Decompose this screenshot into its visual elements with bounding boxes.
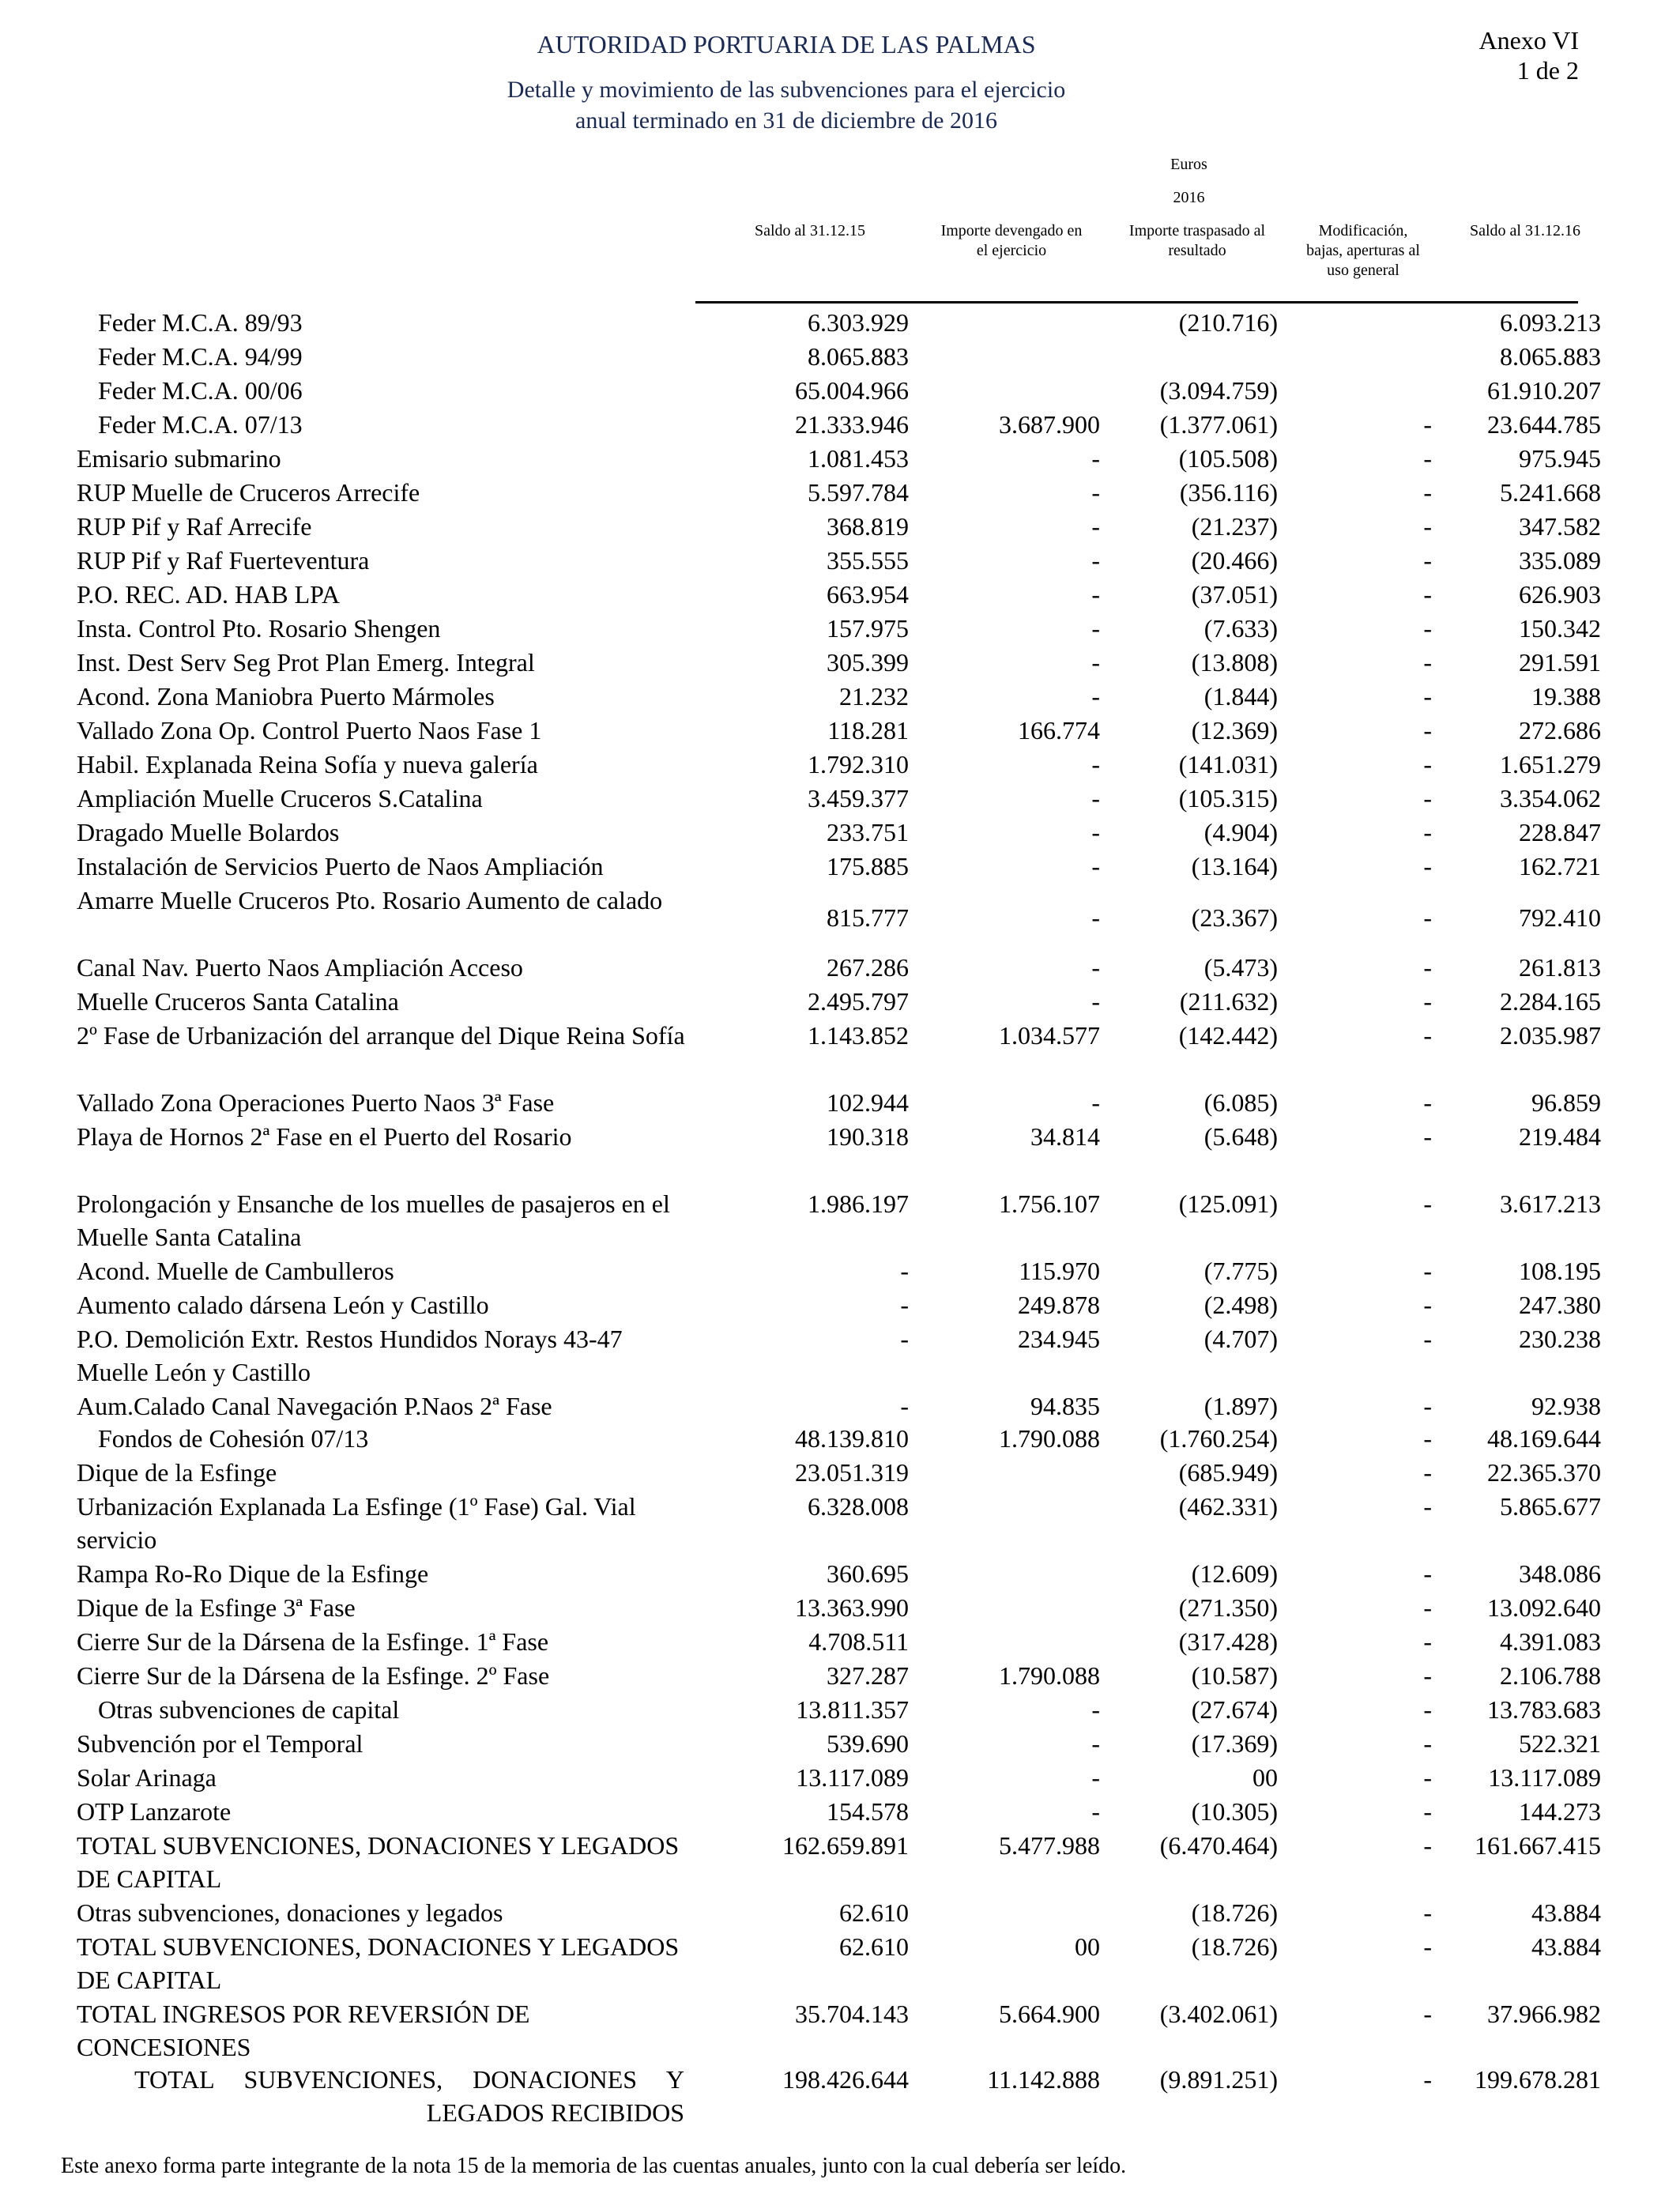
row-value: (142.442) <box>1178 1021 1278 1050</box>
row-value: 65.004.966 <box>795 376 909 405</box>
row-label: TOTAL SUBVENCIONES, DONACIONES Y LEGADOS DE CAPITAL <box>77 1932 680 1994</box>
row-value: 23.644.785 <box>1487 410 1601 439</box>
row-value: 249.878 <box>1018 1291 1100 1319</box>
row-label: Feder M.C.A. 00/06 <box>98 376 303 405</box>
row-value: - <box>1423 1392 1432 1420</box>
row-value: (3.094.759) <box>1159 376 1278 405</box>
row-value: 663.954 <box>827 580 909 609</box>
row-value: 228.847 <box>1519 818 1601 846</box>
row-value: 175.885 <box>827 852 909 880</box>
row-value: 61.910.207 <box>1487 376 1601 405</box>
row-value: 118.281 <box>827 716 909 745</box>
row-label: 2º Fase de Urbanización del arranque del Dique Reina Sofía <box>77 1021 685 1050</box>
row-value: - <box>1423 784 1432 812</box>
row-value: 13.117.089 <box>796 1763 909 1792</box>
row-label: TOTAL INGRESOS POR REVERSIÓN DE CONCESIONES <box>77 2000 530 2061</box>
row-label: Instalación de Servicios Puerto de Naos Ampliación <box>77 852 604 880</box>
row-label: Feder M.C.A. 89/93 <box>98 308 303 337</box>
row-value: (12.609) <box>1191 1559 1278 1588</box>
row-value: - <box>1423 1424 1432 1453</box>
row-value: - <box>1423 1122 1432 1151</box>
row-value: - <box>1091 1729 1100 1758</box>
row-value: - <box>1423 1729 1432 1758</box>
row-label: Solar Arinaga <box>77 1763 217 1792</box>
row-value: 348.086 <box>1519 1559 1601 1588</box>
row-value: (5.648) <box>1203 1122 1278 1151</box>
row-value: - <box>1091 444 1100 473</box>
row-value: 3.354.062 <box>1500 784 1601 812</box>
row-label: OTP Lanzarote <box>77 1797 232 1826</box>
row-value: 5.664.900 <box>999 2000 1100 2028</box>
row-label: Urbanización Explanada La Esfinge (1º Fase) Gal. Vial servicio <box>77 1492 636 1554</box>
page-number: 1 de 2 <box>1516 56 1579 85</box>
row-value: (27.674) <box>1191 1695 1278 1724</box>
row-value: - <box>1423 1559 1432 1588</box>
row-value: 6.303.929 <box>808 308 909 337</box>
row-value: - <box>1423 444 1432 473</box>
row-value: 347.582 <box>1519 512 1601 541</box>
row-value: - <box>1423 1458 1432 1487</box>
row-value: 272.686 <box>1519 716 1601 745</box>
row-value: - <box>1091 580 1100 609</box>
row-value: - <box>1423 818 1432 846</box>
row-value: 267.286 <box>827 953 909 982</box>
row-value: (12.369) <box>1191 716 1278 745</box>
row-value: 1.790.088 <box>999 1424 1100 1453</box>
row-value: (20.466) <box>1191 546 1278 575</box>
row-value: 108.195 <box>1519 1257 1601 1285</box>
document-title: AUTORIDAD PORTUARIA DE LAS PALMAS <box>537 30 1036 58</box>
row-value: - <box>1423 1831 1432 1860</box>
row-value: 1.986.197 <box>808 1189 909 1218</box>
row-value: - <box>1423 478 1432 507</box>
row-value: 2.035.987 <box>1500 1021 1601 1050</box>
row-value: (37.051) <box>1191 580 1278 609</box>
row-value: - <box>1423 1021 1432 1050</box>
row-label: TOTAL SUBVENCIONES, DONACIONES Y LEGADOS RECIBIDOS <box>134 2065 684 2127</box>
year-label: 2016 <box>1173 189 1205 206</box>
row-value: (685.949) <box>1178 1458 1278 1487</box>
row-value: 261.813 <box>1519 953 1601 982</box>
document-subtitle <box>0 74 1573 136</box>
row-value: 975.945 <box>1519 444 1601 473</box>
col-header-importe-devengado: Importe devengado en el ejercicio <box>940 222 1083 259</box>
row-value: 2.106.788 <box>1500 1661 1601 1690</box>
row-value: - <box>1423 1189 1432 1218</box>
row-value: - <box>1091 818 1100 846</box>
row-value: - <box>1091 648 1100 677</box>
row-value: 161.667.415 <box>1475 1831 1601 1860</box>
row-value: - <box>1091 512 1100 541</box>
row-value: 13.783.683 <box>1487 1695 1601 1724</box>
row-value: 4.708.511 <box>808 1627 909 1656</box>
row-value: 6.328.008 <box>808 1492 909 1521</box>
row-value: (1.897) <box>1203 1392 1278 1420</box>
row-value: 62.610 <box>839 1932 909 1961</box>
row-value: 1.790.088 <box>999 1661 1100 1690</box>
row-value: 34.814 <box>1030 1122 1100 1151</box>
row-value: (13.808) <box>1191 648 1278 677</box>
row-value: - <box>1423 716 1432 745</box>
row-value: - <box>1423 1627 1432 1656</box>
col-header-modificacion: Modificación, bajas, aperturas al uso general <box>1306 222 1420 279</box>
row-label: Amarre Muelle Cruceros Pto. Rosario Aumento de calado <box>77 886 663 914</box>
row-value: 199.678.281 <box>1475 2065 1601 2094</box>
row-value: 1.651.279 <box>1500 750 1601 778</box>
row-value: - <box>1423 1088 1432 1117</box>
row-value: - <box>1091 750 1100 778</box>
row-value: 21.333.946 <box>795 410 909 439</box>
row-value: (18.726) <box>1191 1932 1278 1961</box>
row-value: 166.774 <box>1018 716 1100 745</box>
row-value: (7.633) <box>1203 614 1278 643</box>
row-value: (4.904) <box>1203 818 1278 846</box>
row-value: (21.237) <box>1191 512 1278 541</box>
row-label: Otras subvenciones, donaciones y legados <box>77 1898 503 1927</box>
row-value: - <box>1091 1797 1100 1826</box>
row-value: 327.287 <box>827 1661 909 1690</box>
row-label: RUP Pif y Raf Fuerteventura <box>77 546 370 575</box>
row-value: - <box>1423 546 1432 575</box>
row-value: 00 <box>1075 1932 1100 1961</box>
row-label: Inst. Dest Serv Seg Prot Plan Emerg. Integral <box>77 648 535 677</box>
row-label: RUP Pif y Raf Arrecife <box>77 512 312 541</box>
row-value: (1.760.254) <box>1159 1424 1278 1453</box>
row-value: 144.273 <box>1519 1797 1601 1826</box>
row-value: - <box>1423 987 1432 1016</box>
row-value: 21.232 <box>839 682 909 711</box>
row-value: - <box>1091 1763 1100 1792</box>
row-value: 162.659.891 <box>782 1831 909 1860</box>
row-value: (6.470.464) <box>1159 1831 1278 1860</box>
row-value: 1.081.453 <box>808 444 909 473</box>
row-value: - <box>1423 2065 1432 2094</box>
row-value: (210.716) <box>1178 308 1278 337</box>
row-label: Vallado Zona Op. Control Puerto Naos Fase 1 <box>77 716 542 745</box>
row-value: 22.365.370 <box>1487 1458 1601 1487</box>
row-value: 5.477.988 <box>999 1831 1100 1860</box>
row-value: 35.704.143 <box>795 2000 909 2028</box>
row-value: - <box>1423 410 1432 439</box>
row-value: 5.241.668 <box>1500 478 1601 507</box>
row-value: 13.092.640 <box>1487 1593 1601 1622</box>
row-value: (317.428) <box>1178 1627 1278 1656</box>
row-value: - <box>1423 1797 1432 1826</box>
row-value: - <box>1423 580 1432 609</box>
row-value: 234.945 <box>1018 1325 1100 1353</box>
row-value: - <box>1091 852 1100 880</box>
row-label: Feder M.C.A. 07/13 <box>98 410 303 439</box>
row-value: 00 <box>1252 1763 1278 1792</box>
row-value: (10.305) <box>1191 1797 1278 1826</box>
row-value: 5.597.784 <box>808 478 909 507</box>
row-value: 190.318 <box>827 1122 909 1151</box>
row-value: - <box>1423 903 1432 932</box>
row-label: Ampliación Muelle Cruceros S.Catalina <box>77 784 483 812</box>
row-value: 247.380 <box>1519 1291 1601 1319</box>
row-value: 5.865.677 <box>1500 1492 1601 1521</box>
row-value: - <box>1091 987 1100 1016</box>
row-value: - <box>1091 1695 1100 1724</box>
row-value: (23.367) <box>1191 903 1278 932</box>
row-value: - <box>1423 512 1432 541</box>
row-label: Fondos de Cohesión 07/13 <box>98 1424 369 1453</box>
row-value: - <box>1423 1492 1432 1521</box>
row-value: - <box>1091 953 1100 982</box>
row-value: - <box>1423 1898 1432 1927</box>
row-label: RUP Muelle de Cruceros Arrecife <box>77 478 420 507</box>
row-label: Cierre Sur de la Dársena de la Esfinge. 1ª Fase <box>77 1627 549 1656</box>
row-value: - <box>1091 478 1100 507</box>
row-value: 2.495.797 <box>808 987 909 1016</box>
row-value: 198.426.644 <box>782 2065 909 2094</box>
col-header-importe-traspasado: Importe traspasado al resultado <box>1128 222 1266 259</box>
row-value: - <box>1423 1291 1432 1319</box>
row-value: (125.091) <box>1178 1189 1278 1218</box>
row-value: (7.775) <box>1203 1257 1278 1285</box>
row-value: 37.966.982 <box>1487 2000 1601 2028</box>
row-value: 1.034.577 <box>999 1021 1100 1050</box>
row-label: Playa de Hornos 2ª Fase en el Puerto del Rosario <box>77 1122 572 1151</box>
row-value: 62.610 <box>839 1898 909 1927</box>
row-value: 19.388 <box>1531 682 1601 711</box>
subtitle-line-1: Detalle y movimiento de las subvenciones para el ejercicio <box>507 77 1066 103</box>
col-header-saldo-2015: Saldo al 31.12.15 <box>755 222 865 239</box>
row-value: 355.555 <box>827 546 909 575</box>
row-value: 305.399 <box>827 648 909 677</box>
row-value: 94.835 <box>1030 1392 1100 1420</box>
row-value: - <box>1091 682 1100 711</box>
row-label: Dique de la Esfinge 3ª Fase <box>77 1593 356 1622</box>
row-label: Cierre Sur de la Dársena de la Esfinge. 2º Fase <box>77 1661 550 1690</box>
row-value: 115.970 <box>1019 1257 1100 1285</box>
row-value: (17.369) <box>1191 1729 1278 1758</box>
row-value: (4.707) <box>1203 1325 1278 1353</box>
row-value: (13.164) <box>1191 852 1278 880</box>
row-value: (10.587) <box>1191 1661 1278 1690</box>
row-value: - <box>1423 852 1432 880</box>
row-value: (105.508) <box>1178 444 1278 473</box>
row-value: - <box>1423 1932 1432 1961</box>
row-value: 48.169.644 <box>1487 1424 1601 1453</box>
row-value: 3.617.213 <box>1500 1189 1601 1218</box>
row-value: 335.089 <box>1519 546 1601 575</box>
row-label: P.O. Demolición Extr. Restos Hundidos Norays 43-47 Muelle León y Castillo <box>77 1325 623 1386</box>
row-value: 3.459.377 <box>808 784 909 812</box>
row-value: - <box>1091 614 1100 643</box>
row-value: (18.726) <box>1191 1898 1278 1927</box>
row-value: 23.051.319 <box>795 1458 909 1487</box>
row-value: - <box>1423 1695 1432 1724</box>
row-value: 360.695 <box>827 1559 909 1588</box>
row-value: 102.944 <box>827 1088 909 1117</box>
row-value: (9.891.251) <box>1159 2065 1278 2094</box>
row-value: 522.321 <box>1519 1729 1601 1758</box>
row-value: 13.811.357 <box>796 1695 909 1724</box>
row-label: Emisario submarino <box>77 444 281 473</box>
row-value: 154.578 <box>827 1797 909 1826</box>
row-label: Aumento calado dársena León y Castillo <box>77 1291 489 1319</box>
row-value: - <box>900 1325 909 1353</box>
row-label: Dique de la Esfinge <box>77 1458 277 1487</box>
row-value: (6.085) <box>1203 1088 1278 1117</box>
row-value: 1.756.107 <box>999 1189 1100 1218</box>
row-value: 792.410 <box>1519 903 1601 932</box>
row-value: 48.139.810 <box>795 1424 909 1453</box>
row-label: Acond. Muelle de Cambulleros <box>77 1257 394 1285</box>
annex-number: Anexo VI <box>1478 26 1579 55</box>
row-value: - <box>1423 614 1432 643</box>
header-rule <box>695 301 1578 303</box>
row-label: TOTAL SUBVENCIONES, DONACIONES Y LEGADOS DE CAPITAL <box>77 1831 680 1893</box>
row-label: Insta. Control Pto. Rosario Shengen <box>77 614 441 643</box>
row-value: (105.315) <box>1178 784 1278 812</box>
row-value: (271.350) <box>1178 1593 1278 1622</box>
row-value: - <box>1423 2000 1432 2028</box>
row-label: Subvención por el Temporal <box>77 1729 363 1758</box>
row-value: 233.751 <box>827 818 909 846</box>
col-header-saldo-2016: Saldo al 31.12.16 <box>1470 222 1580 239</box>
row-value: 162.721 <box>1519 852 1601 880</box>
row-value: 1.143.852 <box>808 1021 909 1050</box>
row-value: 539.690 <box>827 1729 909 1758</box>
row-value: - <box>1423 1325 1432 1353</box>
row-value: (1.844) <box>1203 682 1278 711</box>
row-label: Feder M.C.A. 94/99 <box>98 342 303 371</box>
row-value: 219.484 <box>1519 1122 1601 1151</box>
row-value: - <box>900 1291 909 1319</box>
row-label: Prolongación y Ensanche de los muelles de pasajeros en el Muelle Santa Catalina <box>77 1189 670 1251</box>
row-label: Aum.Calado Canal Navegación P.Naos 2ª Fase <box>77 1392 552 1420</box>
row-value: (141.031) <box>1178 750 1278 778</box>
row-value: 6.093.213 <box>1500 308 1601 337</box>
row-value: 626.903 <box>1519 580 1601 609</box>
row-value: (356.116) <box>1179 478 1278 507</box>
row-value: - <box>900 1392 909 1420</box>
annex-label <box>1479 25 1580 85</box>
row-label: Vallado Zona Operaciones Puerto Naos 3ª Fase <box>77 1088 555 1117</box>
row-value: 13.117.089 <box>1488 1763 1601 1792</box>
row-value: 2.284.165 <box>1500 987 1601 1016</box>
row-label: Habil. Explanada Reina Sofía y nueva galería <box>77 750 538 778</box>
row-value: 11.142.888 <box>987 2065 1100 2094</box>
row-label: Dragado Muelle Bolardos <box>77 818 340 846</box>
row-label: Rampa Ro-Ro Dique de la Esfinge <box>77 1559 429 1588</box>
row-value: 43.884 <box>1531 1932 1601 1961</box>
row-value: 92.938 <box>1531 1392 1601 1420</box>
footer-note: Este anexo forma parte integrante de la nota 15 de la memoria de las cuentas anuales, junto con la cual debería ser leído. <box>61 2154 1127 2178</box>
row-label: Muelle Cruceros Santa Catalina <box>77 987 399 1016</box>
row-value: - <box>1423 1257 1432 1285</box>
row-value: - <box>1091 784 1100 812</box>
row-value: - <box>900 1257 909 1285</box>
row-label: Canal Nav. Puerto Naos Ampliación Acceso <box>77 953 523 982</box>
row-value: 8.065.883 <box>808 342 909 371</box>
row-value: 368.819 <box>827 512 909 541</box>
row-value: - <box>1423 750 1432 778</box>
row-value: - <box>1423 648 1432 677</box>
row-label: Acond. Zona Maniobra Puerto Mármoles <box>77 682 495 711</box>
row-value: 157.975 <box>827 614 909 643</box>
row-value: 4.391.083 <box>1500 1627 1601 1656</box>
row-value: (5.473) <box>1203 953 1278 982</box>
row-value: - <box>1423 953 1432 982</box>
row-value: (1.377.061) <box>1159 410 1278 439</box>
row-value: - <box>1423 1661 1432 1690</box>
row-value: - <box>1091 903 1100 932</box>
row-value: 150.342 <box>1519 614 1601 643</box>
row-label: Otras subvenciones de capital <box>98 1695 400 1724</box>
row-value: (2.498) <box>1203 1291 1278 1319</box>
row-label: P.O. REC. AD. HAB LPA <box>77 580 341 609</box>
row-value: 815.777 <box>827 903 909 932</box>
row-value: 291.591 <box>1519 648 1601 677</box>
row-value: - <box>1423 682 1432 711</box>
row-value: 3.687.900 <box>999 410 1100 439</box>
row-value: (462.331) <box>1178 1492 1278 1521</box>
row-value: 13.363.990 <box>795 1593 909 1622</box>
currency-label: Euros <box>1170 156 1207 173</box>
row-value: - <box>1423 1763 1432 1792</box>
row-value: 96.859 <box>1531 1088 1601 1117</box>
row-value: - <box>1091 546 1100 575</box>
row-value: (211.632) <box>1179 987 1278 1016</box>
row-value: 230.238 <box>1519 1325 1601 1353</box>
row-value: 43.884 <box>1531 1898 1601 1927</box>
row-value: 8.065.883 <box>1500 342 1601 371</box>
subtitle-line-2: anual terminado en 31 de diciembre de 2016 <box>575 107 997 134</box>
row-value: 1.792.310 <box>808 750 909 778</box>
row-value: - <box>1423 1593 1432 1622</box>
row-value: (3.402.061) <box>1159 2000 1278 2028</box>
row-value: - <box>1091 1088 1100 1117</box>
